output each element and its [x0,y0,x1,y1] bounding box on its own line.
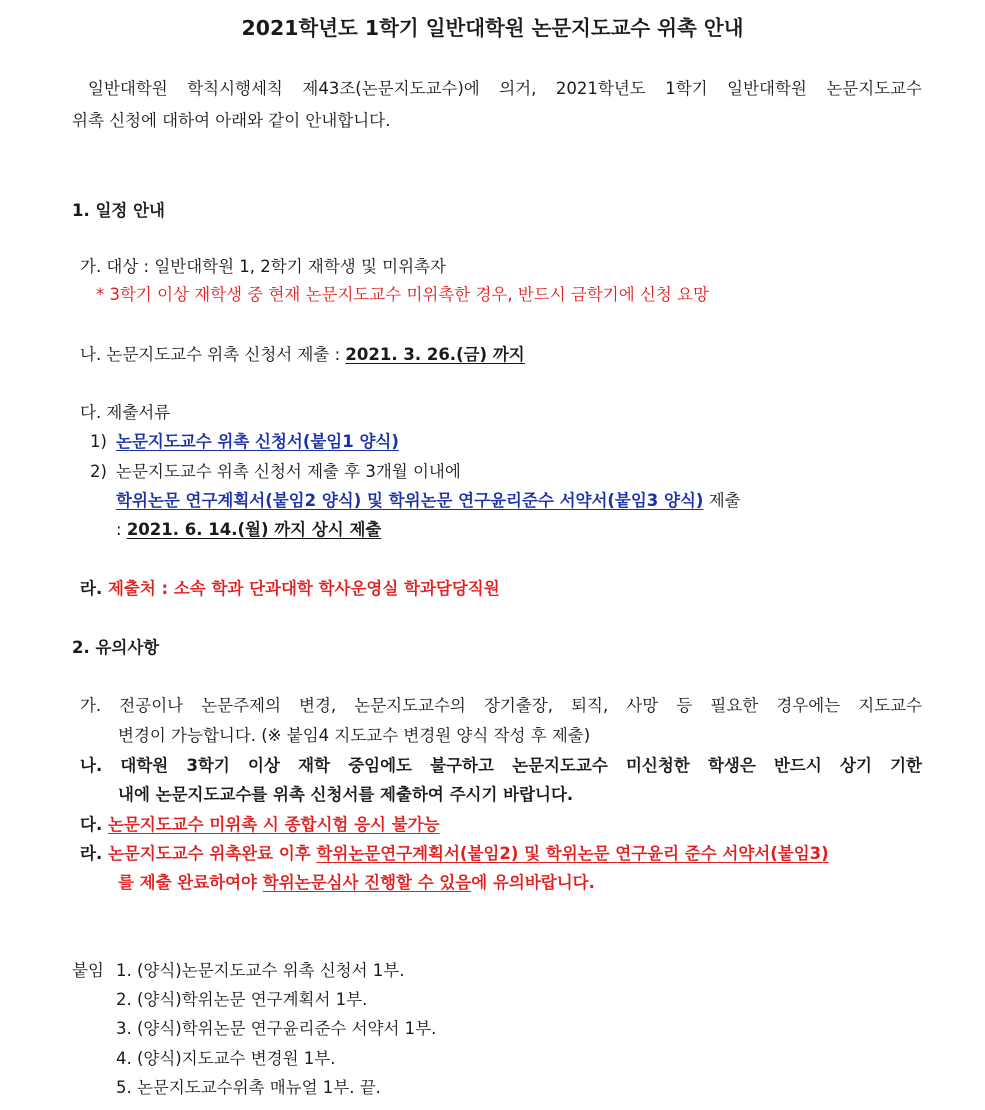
documents-item-2-deadline: 2021. 6. 14.(월) 까지 상시 제출 [126,520,382,539]
schedule-deadline-label: 나. 논문지도교수 위촉 신청서 제출 : [80,345,346,364]
documents-item-2-deadline-line [116,519,381,541]
notice-ga-line-2: 변경이 가능합니다. (※ 붙임4 지도교수 변경원 양식 작성 후 제출) [118,726,591,745]
intro-line-2: 위촉 신청에 대하여 아래와 같이 안내합니다. [72,111,391,130]
documents-item-2: 논문지도교수 위촉 신청서 제출 후 3개월 이내에 [116,462,461,481]
attachment-item: 5. 논문지도교수위촉 매뉴얼 1부. 끝. [116,1078,381,1097]
documents-item-2-docs: 학위논문 연구계획서(붙임2 양식) 및 학위논문 연구윤리준수 서약서(붙임3 양식) [116,491,704,510]
documents-item-2-number: 2) [90,462,107,481]
documents-item-1-number: 1) [90,432,107,451]
attachment-item: 2. (양식)학위논문 연구계획서 1부. [116,990,368,1009]
attachment-item: 3. (양식)학위논문 연구윤리준수 서약서 1부. [116,1019,437,1038]
notice-na-line-1: 나. 대학원 3학기 이상 재학 중임에도 불구하고 논문지도교수 미신청한 학생은 반드시 상기 기한 [80,756,922,775]
notice-na-line-2: 내에 논문지도교수를 위촉 신청서를 제출하여 주시기 바랍니다. [118,785,574,804]
documents-label: 다. 제출서류 [80,403,171,422]
schedule-deadline [80,344,525,366]
notice-ra-label: 라. [80,844,108,863]
schedule-target: 가. 대상 : 일반대학원 1, 2학기 재학생 및 미위촉자 [80,257,446,276]
section2-heading: 2. 유의사항 [72,638,160,657]
submission-place [80,578,500,600]
notice-ra-line-2 [118,872,595,894]
attachment-item: 1. (양식)논문지도교수 위촉 신청서 1부. [116,961,405,980]
notice-da [80,814,440,836]
submission-place-label: 라. [80,579,108,598]
attachment-item: 4. (양식)지도교수 변경원 1부. [116,1049,336,1068]
page-title: 2021학년도 1학기 일반대학원 논문지도교수 위촉 안내 [241,16,744,40]
notice-ra-text-2-underlined: 학위논문심사 진행할 수 있음 [262,873,472,892]
section1-heading: 1. 일정 안내 [72,201,165,220]
submission-place-text: 제출처 : 소속 학과 단과대학 학사운영실 학과담당직원 [107,579,500,598]
notice-ra-text-1: 논문지도교수 위촉완료 이후 [107,844,317,863]
notice-ra-line-1 [80,843,829,865]
documents-item-1: 논문지도교수 위촉 신청서(붙임1 양식) [116,432,399,451]
notice-ga-line-1: 가. 전공이나 논문주제의 변경, 논문지도교수의 장기출장, 퇴직, 사망 등 필요한 경우에는 지도교수 [80,696,922,715]
notice-ra-text-1-underlined: 학위논문연구계획서(붙임2) 및 학위논문 연구윤리 준수 서약서(붙임3) [316,844,829,863]
intro-line-1: 일반대학원 학칙시행세칙 제43조(논문지도교수)에 의거, 2021학년도 1학기 일반대학원 논문지도교수 [88,79,922,98]
documents-item-2-docs-line [116,490,741,512]
notice-da-text: 논문지도교수 미위촉 시 종합시험 응시 불가능 [107,815,440,834]
notice-da-label: 다. [80,815,108,834]
schedule-target-note: * 3학기 이상 재학생 중 현재 논문지도교수 미위촉한 경우, 반드시 금학기에 신청 요망 [96,285,709,304]
notice-ra-text-2: 를 제출 완료하여야 [118,873,263,892]
schedule-deadline-date: 2021. 3. 26.(금) 까지 [345,345,525,364]
documents-item-2-colon: : [116,520,127,539]
attachments-label: 붙임 [72,961,104,980]
documents-item-2-suffix: 제출 [703,491,741,510]
notice-ra-text-2-end: 에 유의바랍니다. [471,873,595,892]
